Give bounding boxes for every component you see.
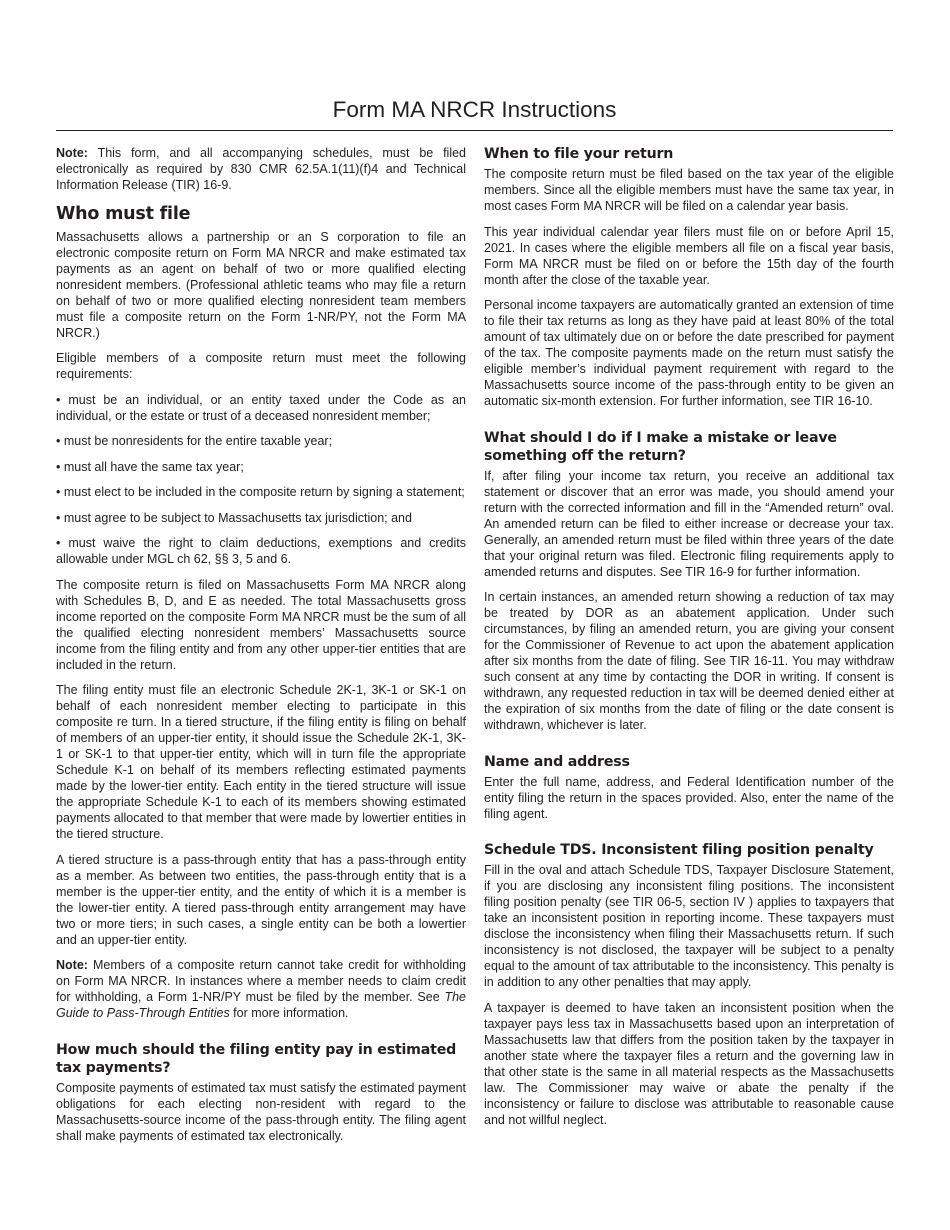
note-paragraph	[56, 145, 466, 193]
name-address-paragraph: Enter the full name, address, and Federal Identification number of the entity filing the return in the spaces provided. Also, enter the name of the filing agent.	[484, 774, 894, 821]
note-label: Note:	[56, 958, 88, 972]
note-tail: for more information.	[229, 1006, 349, 1020]
who-paragraph-3: The composite return is filed on Massachusetts Form MA NRCR along with Schedules B, D, and E as needed. The total Massachusetts gross income reported on the composite Form MA NRCR must be the sum of all the qualified electing nonresident members’ Massachusetts source income from the filing entity and from any other upper-tier entities that are included in the return.	[56, 577, 466, 672]
note-withholding-paragraph	[56, 957, 466, 1021]
mistake-paragraph-1: If, after filing your income tax return, you receive an additional tax statement or discover that an error was made, you should amend your return with the corrected information and fill in the “Amended return” oval. An amended return can be filed to either increase or decrease your tax. Generally, an amended return must be filed within three years of the date that your original return was filed. Electronic filing requirements apply to amended returns and disputes. See TIR 16-9 for further information.	[484, 468, 894, 579]
when-to-file-heading: When to file your return	[484, 146, 674, 162]
guide-title: The Guide to Pass-Through Entities	[56, 990, 466, 1020]
bullet-item: • must all have the same tax year;	[56, 459, 244, 474]
tds-paragraph-1: Fill in the oval and attach Schedule TDS, Taxpayer Disclosure Statement, if you are disclosing any inconsistent filing positions. The inconsistent filing position penalty (see TIR 06-5, section IV ) applies to taxpayers that take an inconsistent position in reporting income. These taxpayers must disclose the inconsistency when filing their Massachusetts return. If such inconsistency is not disclosed, the taxpayer will be subject to a penalty equal to the amount of tax attributable to the inconsistency. This penalty is in addition to any other penalties that may apply.	[484, 863, 894, 989]
who-paragraph-2: Eligible members of a composite return must meet the following requirements:	[56, 351, 466, 381]
mistake-paragraph-2: In certain instances, an amended return showing a reduction of tax may be treated by DOR as an abatement application. Under such circumstances, by filing an amended return, you are giving your consent for the Commissioner of Revenue to act upon the abatement application after six months from the date of filing. See TIR 16-11. You may withdraw such consent at any time by contacting the DOR in writing. If consent is withdrawn, any requested reduction in tax will be deemed denied either at the expiration of six months from the date of filing or the date consent is withdrawn, whichever is later.	[484, 590, 894, 732]
left-column	[56, 145, 466, 1153]
bullet-item: • must be nonresidents for the entire taxable year;	[56, 434, 333, 448]
note-text: Members of a composite return cannot take credit for withholding on Form MA NRCR. In instances where a member needs to claim credit for withholding, a Form 1-NR/PY must be filed by the member. See	[56, 958, 466, 1004]
note-label: Note:	[56, 146, 88, 160]
bullet-item: • must be an individual, or an entity taxed under the Code as an individual, or the estate or trust of a deceased nonresident member;	[56, 392, 466, 423]
who-must-file-heading: Who must file	[56, 203, 191, 224]
who-paragraph-1: Massachusetts allows a partnership or an S corporation to file an electronic composite return on Form MA NRCR and make estimated tax payments as an agent on behalf of two or more qualified electing nonresident members. (Professional athletic teams who may file a return on behalf of two or more qualified electing nonresident team members must file a composite return on the Form 1-NR/PY, not the Form MA NRCR.)	[56, 229, 466, 340]
page-title: Form MA NRCR Instructions	[332, 97, 617, 122]
when-paragraph-1: The composite return must be filed based on the tax year of the eligible members. Since all the eligible members must have the same tax year, in most cases Form MA NRCR will be filed on a calendar year basis.	[484, 167, 894, 213]
who-paragraph-4: The filing entity must file an electronic Schedule 2K-1, 3K-1 or SK-1 on behalf of each nonresident member electing to participate in this composite re turn. In a tiered structure, if the filing entity is filing on behalf of members of an upper-tier entity, it should issue the Schedule 2K-1, 3K-1 or SK-1 to that upper-tier entity, which will in turn file the appropriate Schedule K-1 on behalf of its members reflecting estimated payments made by the lower-tier entity. Each entity in the tiered structure will issue the appropriate Schedule K-1 to each of its members showing estimated payments allocated to that member that were made by lowertier entities in the tiered structure.	[56, 683, 466, 841]
name-address-heading: Name and address	[484, 753, 630, 770]
right-column	[484, 145, 894, 1137]
how-much-heading: How much should the filing entity pay in estimated tax payments?	[56, 1041, 457, 1076]
who-paragraph-5: A tiered structure is a pass-through entity that has a pass-through entity as a member. As between two entities, the pass-through entity that is a member is the upper-tier entity, and the entity of which it is a member is the lower-tier entity. A tiered pass-through entity arrangement may have two or more tiers; in such cases, a single entity can be both a lowertier and an upper-tier entity.	[56, 852, 466, 947]
bullet-item: • must agree to be subject to Massachusetts tax jurisdiction; and	[56, 510, 412, 525]
when-paragraph-3: Personal income taxpayers are automatically granted an extension of time to file their tax returns as long as they have paid at least 80% of the total amount of tax ultimately due on or before the date prescribed for payment of the tax. The composite payments made on the return must satisfy the eligible member’s individual payment requirement with regard to the Massachusetts source income of the pass-through entity to be given an automatic six-month extension. For further information, see TIR 16-10.	[484, 298, 894, 408]
bullet-item: • must waive the right to claim deductions, exemptions and credits allowable under MGL ch 62, §§ 3, 5 and 6.	[56, 536, 466, 566]
schedule-tds-heading: Schedule TDS. Inconsistent filing position penalty	[484, 842, 874, 858]
title-rule	[56, 130, 893, 131]
tds-paragraph-2: A taxpayer is deemed to have taken an inconsistent position when the taxpayer pays less tax in Massachusetts based upon an interpretation of Massachusetts law that differs from the position taken by the taxpayer in another state where the taxpayer files a return and the governing law in that other state is the same in all material respects as the Massachusetts law. The Commissioner may waive or abate the penalty if the inconsistency or failure to disclose was attributable to reasonable cause and not willful neglect.	[484, 1000, 894, 1127]
note-text: This form, and all accompanying schedules, must be filed electronically as required by 830 CMR 62.5A.1(11)(f)4 and Technical Information Release (TIR) 16-9.	[56, 146, 466, 192]
bullet-item: • must elect to be included in the composite return by signing a statement;	[56, 485, 465, 499]
how-much-paragraph: Composite payments of estimated tax must satisfy the estimated payment obligations for each electing non-resident with regard to the Massachusetts-source income of the pass-through entity. The filing agent shall make payments of estimated tax electronically.	[56, 1080, 466, 1143]
when-paragraph-2: This year individual calendar year filers must file on or before April 15, 2021. In cases where the eligible members all file on a fiscal year basis, Form MA NRCR must be filed on or before the 15th day of the fourth month after the close of the taxable year.	[484, 224, 894, 287]
mistake-heading: What should I do if I make a mistake or leave something off the return?	[484, 429, 837, 464]
